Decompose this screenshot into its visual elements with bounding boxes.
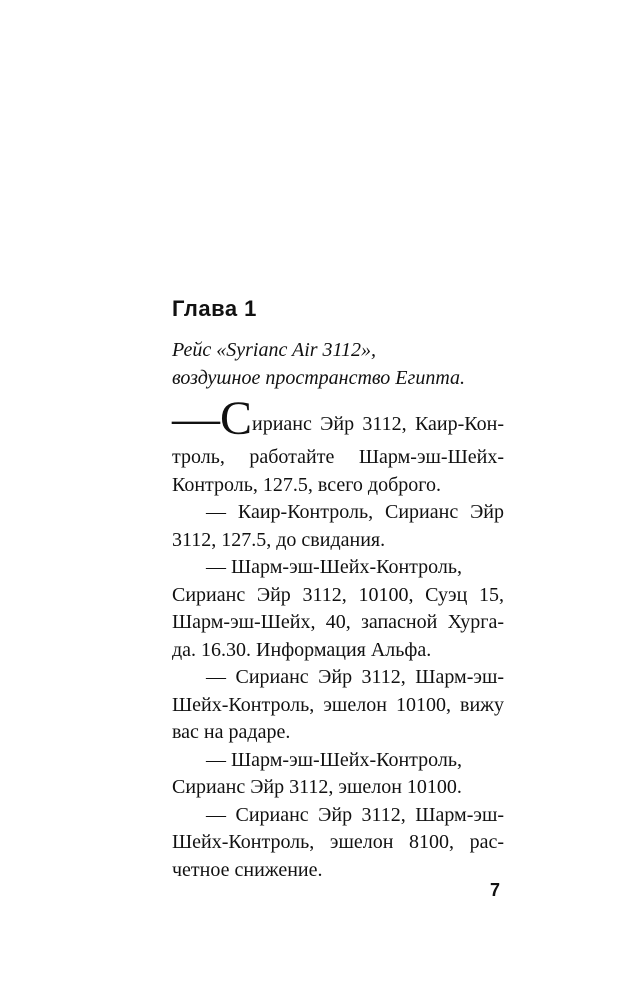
text-line: ирианс Эйр 3112, Каир-Кон- [252, 413, 504, 435]
text-line: — Сирианс Эйр 3112, Шарм-эш- [206, 666, 504, 688]
text-line: 3112, 127.5, до свидания. [172, 528, 386, 551]
chapter-title: Глава 1 [172, 296, 257, 321]
text-line: Сирианс Эйр 3112, эшелон 10100. [172, 776, 462, 798]
epigraph-line: Рейс «Syrianc Air 3112», [172, 339, 377, 361]
dialogue-paragraph [172, 499, 504, 554]
text-line: — Шарм-эш-Шейх-Контроль, [206, 556, 462, 578]
body-text [172, 392, 504, 884]
lead-dash: — [172, 392, 220, 445]
text-line: Шейх-Контроль, эшелон 10100, вижу [172, 693, 504, 716]
text-line: Контроль, 127.5, всего доброго. [172, 473, 441, 496]
dialogue-paragraph [172, 802, 504, 885]
text-line: троль, работайте Шарм-эш-Шейх- [172, 446, 504, 468]
lead-first-line [172, 392, 504, 445]
text-line: Шейх-Контроль, эшелон 8100, рас- [172, 831, 504, 853]
dialogue-paragraph [172, 554, 504, 664]
text-line: четное снижение. [172, 858, 323, 881]
epigraph [172, 336, 465, 392]
text-line: — Каир-Контроль, Сирианс Эйр [206, 501, 504, 523]
page-number: 7 [490, 880, 501, 900]
dialogue-paragraph [172, 664, 504, 747]
text-line: Шарм-эш-Шейх, 40, запасной Хурга- [172, 611, 504, 633]
text-line: — Сирианс Эйр 3112, Шарм-эш- [206, 803, 504, 826]
dropcap-letter: С [220, 392, 253, 445]
text-line: да. 16.30. Информация Альфа. [172, 638, 432, 661]
lead-paragraph [172, 392, 504, 499]
text-line: — Шарм-эш-Шейх-Контроль, [206, 748, 462, 771]
text-line: вас на радаре. [172, 721, 291, 743]
text-line: Сирианс Эйр 3112, 10100, Суэц 15, [172, 583, 504, 606]
dialogue-paragraph [172, 747, 504, 802]
epigraph-line: воздушное пространство Египта. [172, 367, 466, 389]
